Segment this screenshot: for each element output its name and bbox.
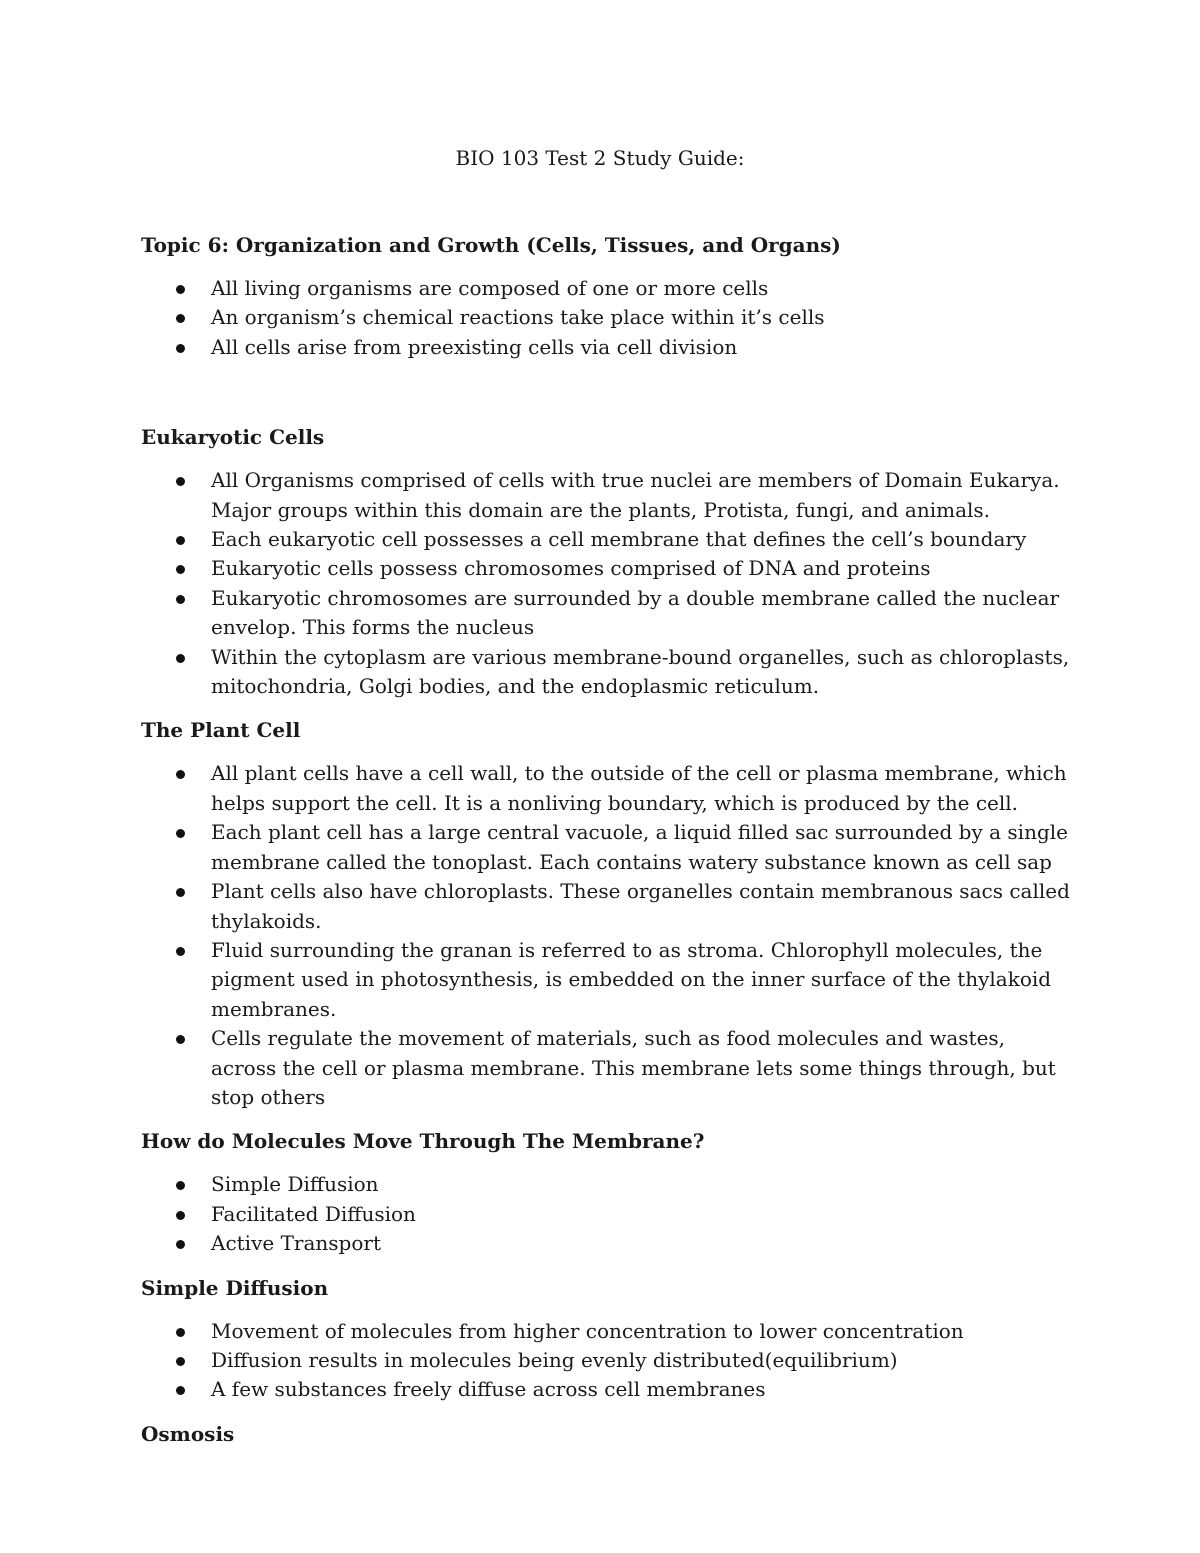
bullet-icon [176,829,185,838]
bullet-icon [176,565,185,574]
document-title: BIO 103 Test 2 Study Guide: [455,146,745,170]
section-heading-plant-cell: The Plant Cell [141,718,301,743]
bullet-icon [176,654,185,663]
bullet-icon [176,1357,185,1366]
section-heading-topic-6: Topic 6: Organization and Growth (Cells, Tissues, and Organs) [141,233,841,257]
list-item: A few substances freely diffuse across cell membranes [141,1375,1071,1404]
section-heading-osmosis: Osmosis [141,1421,235,1446]
spacer [141,1112,1071,1126]
spacer [141,362,1071,422]
section-heading-molecule-movement: How do Molecules Move Through The Membrane? [141,1129,705,1154]
list-item: An organism’s chemical reactions take place within it’s cells [141,303,1071,332]
bullet-list-simple-diffusion [141,1317,1071,1405]
list-item: Within the cytoplasm are various membrane-bound organelles, such as chloroplasts, mitochondria, Golgi bodies, and the endoplasmic reticulum. [141,643,1071,702]
bullet-icon [176,285,185,294]
bullet-icon [176,888,185,897]
list-item: Eukaryotic chromosomes are surrounded by a double membrane called the nuclear envelop. This forms the nucleus [141,584,1071,643]
bullet-icon [176,477,185,486]
list-item: Fluid surrounding the granan is referred to as stroma. Chlorophyll molecules, the pigment used in photosynthesis, is embedded on the inner surface of the thylakoid membranes. [141,936,1071,1024]
bullet-list-eukaryotic-cells [141,466,1071,701]
list-item: Active Transport [141,1229,1071,1258]
bullet-list-molecule-movement [141,1170,1071,1258]
bullet-icon [176,1240,185,1249]
list-item: All Organisms comprised of cells with true nuclei are members of Domain Eukarya. Major groups within this domain are the plants, Protista, fungi, and animals. [141,466,1071,525]
list-item: Diffusion results in molecules being evenly distributed(equilibrium) [141,1346,1071,1375]
bullet-icon [176,1035,185,1044]
bullet-icon [176,344,185,353]
bullet-icon [176,947,185,956]
list-item: Simple Diffusion [141,1170,1071,1199]
list-item: Cells regulate the movement of materials, such as food molecules and wastes, across the cell or plasma membrane. This membrane lets some things through, but stop others [141,1024,1071,1112]
list-item: All living organisms are composed of one or more cells [141,274,1071,303]
bullet-icon [176,1181,185,1190]
section-heading-simple-diffusion: Simple Diffusion [141,1275,329,1300]
list-item: Each plant cell has a large central vacuole, a liquid filled sac surrounded by a single membrane called the tonoplast. Each contains watery substance known as cell sap [141,818,1071,877]
bullet-icon [176,1328,185,1337]
list-item: Movement of molecules from higher concentration to lower concentration [141,1317,1071,1346]
list-item: Plant cells also have chloroplasts. These organelles contain membranous sacs called thylakoids. [141,877,1071,936]
bullet-icon [176,536,185,545]
bullet-list-plant-cell [141,759,1071,1112]
bullet-icon [176,595,185,604]
spacer [141,1259,1071,1273]
document-body [141,230,1071,1463]
spacer [141,701,1071,715]
bullet-icon [176,1386,185,1395]
bullet-list-topic-6 [141,274,1071,362]
bullet-icon [176,314,185,323]
list-item: Eukaryotic cells possess chromosomes comprised of DNA and proteins [141,554,1071,583]
bullet-icon [176,1211,185,1220]
list-item: Facilitated Diffusion [141,1200,1071,1229]
list-item: Each eukaryotic cell possesses a cell membrane that defines the cell’s boundary [141,525,1071,554]
section-heading-eukaryotic-cells: Eukaryotic Cells [141,425,325,450]
bullet-icon [176,770,185,779]
list-item: All cells arise from preexisting cells via cell division [141,333,1071,362]
spacer [141,1405,1071,1419]
list-item: All plant cells have a cell wall, to the outside of the cell or plasma membrane, which helps support the cell. It is a nonliving boundary, which is produced by the cell. [141,759,1071,818]
